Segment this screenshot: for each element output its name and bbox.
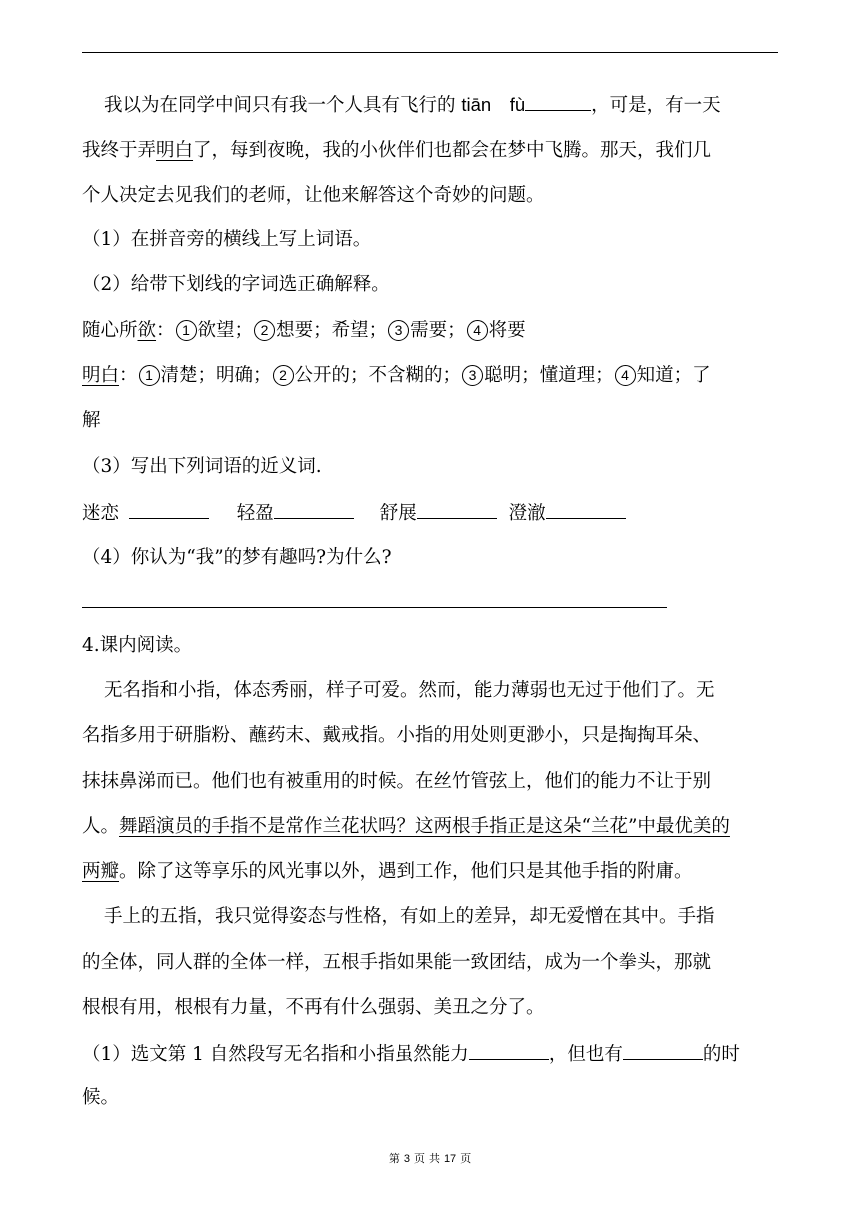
synonym-word: 轻盈: [236, 503, 274, 524]
synonym-word: 澄澈: [508, 503, 546, 524]
answer-line-q4[interactable]: [82, 607, 667, 608]
synonym-word: 迷恋: [82, 503, 120, 524]
definition-yu: [82, 319, 782, 343]
page-number: 3: [403, 1153, 410, 1165]
option-circle-2[interactable]: 2: [273, 365, 294, 386]
colon: ：: [156, 320, 175, 341]
term-text: 随心所: [82, 320, 138, 341]
passage-line-1: [104, 92, 804, 118]
underlined-sentence: 两瓣: [82, 861, 120, 882]
option-circle-3[interactable]: 3: [462, 365, 483, 386]
passage-text: 了，每到夜晚，我的小伙伴们也都会在梦中飞腾。那天，我们几: [193, 140, 712, 161]
option-circle-1[interactable]: 1: [139, 365, 160, 386]
definition-mingbai: [82, 364, 782, 388]
passage-text: 我以为在同学中间只有我一个人具有飞行的: [104, 95, 462, 116]
synonym-word: 舒展: [379, 503, 417, 524]
footer-text: 页: [460, 1153, 472, 1165]
page-footer: [0, 1150, 860, 1166]
colon: ：: [119, 365, 138, 386]
option-text: 欲望；: [197, 320, 254, 341]
footer-text: 第: [388, 1153, 400, 1165]
synonym-blank-2[interactable]: [274, 500, 354, 519]
reading-line: 无名指和小指，体态秀丽，样子可爱。然而，能力薄弱也无过于他们了。无: [104, 680, 715, 701]
footer-text: 页: [413, 1153, 425, 1165]
question-4-title: 4.课内阅读。: [82, 635, 193, 656]
answer-blank-ability[interactable]: [469, 1041, 549, 1060]
question-text: ，但也有: [548, 1044, 623, 1065]
option-circle-4[interactable]: 4: [615, 365, 636, 386]
option-text: 将要: [488, 320, 526, 341]
sub-question-4-1-cont: 候。: [82, 1087, 120, 1108]
definition-mingbai-cont: 解: [82, 410, 101, 431]
option-circle-4[interactable]: 4: [467, 320, 488, 341]
answer-blank-time[interactable]: [623, 1041, 703, 1060]
total-pages: 17: [443, 1153, 457, 1165]
sub-question-3: （3）写出下列词语的近义词.: [82, 456, 322, 477]
footer-text: 共: [428, 1153, 440, 1165]
underlined-term-mingbai: 明白: [82, 365, 120, 386]
synonym-blank-4[interactable]: [546, 500, 626, 519]
header-rule: [82, 52, 778, 53]
sub-question-4-1: [82, 1041, 782, 1067]
underlined-word-mingbai: 明白: [156, 140, 194, 161]
option-text: 知道；了: [636, 365, 711, 386]
passage-text: ，可是，有一天: [591, 95, 721, 116]
reading-line: [82, 815, 782, 839]
option-circle-1[interactable]: 1: [176, 320, 197, 341]
synonym-blank-3[interactable]: [417, 500, 497, 519]
option-circle-3[interactable]: 3: [388, 320, 409, 341]
reading-line: 名指多用于研脂粉、蘸药末、戴戒指。小指的用处则更渺小，只是掏掏耳朵、: [82, 725, 712, 746]
question-text: 的时: [702, 1044, 740, 1065]
underlined-sentence: 舞蹈演员的手指不是常作兰花状吗？这两根手指正是这朵“兰花”中最优美的: [119, 816, 730, 837]
synonym-blank-1[interactable]: [129, 500, 209, 519]
reading-text: 人。: [82, 816, 120, 837]
option-circle-2[interactable]: 2: [254, 320, 275, 341]
underlined-term-yu: 欲: [137, 320, 157, 341]
sub-question-1: （1）在拼音旁的横线上写上词语。: [82, 229, 372, 250]
reading-line: 抹抹鼻涕而已。他们也有被重用的时候。在丝竹管弦上，他们的能力不让于别: [82, 771, 712, 792]
option-text: 需要；: [410, 320, 466, 341]
reading-line: 根根有用，根根有力量，不再有什么强弱、美丑之分了。: [82, 997, 545, 1018]
passage-line-3: 个人决定去见我们的老师，让他来解答这个奇妙的问题。: [82, 185, 545, 206]
option-text: 想要；希望；: [276, 320, 388, 341]
passage-text: 我终于弄: [82, 140, 157, 161]
reading-line: 的全体，同人群的全体一样，五根手指如果能一致团结，成为一个拳头，那就: [82, 952, 712, 973]
option-text: 清楚；明确；: [160, 365, 272, 386]
reading-line: 手上的五指，我只觉得姿态与性格，有如上的差异，却无爱憎在其中。手指: [104, 906, 715, 927]
passage-line-2: [82, 139, 782, 163]
sub-question-4: （4）你认为“我”的梦有趣吗?为什么?: [82, 547, 392, 568]
question-text: （1）选文第 1 自然段写无名指和小指虽然能力: [82, 1044, 469, 1065]
sub-question-2: （2）给带下划线的字词选正确解释。: [82, 274, 390, 295]
answer-blank-tianfu[interactable]: [525, 92, 591, 111]
reading-text: 。除了这等享乐的风光事以外，遇到工作，他们只是其他手指的附庸。: [119, 861, 693, 882]
option-text: 公开的；不含糊的；: [294, 365, 462, 386]
pinyin-prompt: tiān fù: [461, 94, 526, 115]
reading-line: [82, 860, 782, 884]
option-text: 聪明；懂道理；: [484, 365, 614, 386]
synonym-row: [82, 500, 782, 526]
